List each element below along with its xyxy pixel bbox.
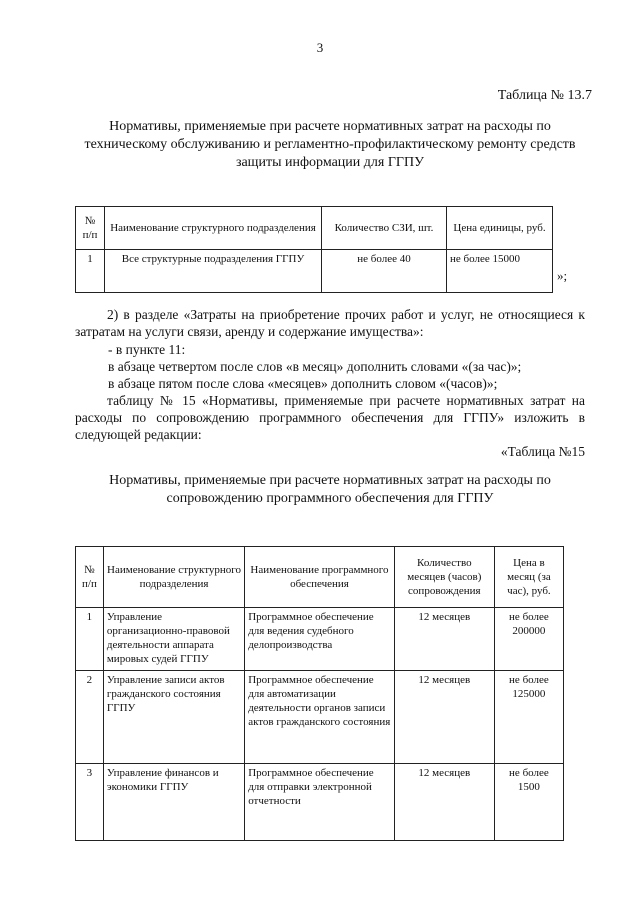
table-header-row xyxy=(76,547,564,608)
table-row xyxy=(76,764,564,841)
table-cell: Программное обеспечение для отправки электронной отчетности xyxy=(245,764,395,841)
table-cell: 3 xyxy=(76,764,104,841)
table-2-heading: Нормативы, применяемые при расчете нормативных затрат на расходы по сопровождению программного обеспечения для ГГПУ xyxy=(109,473,551,506)
header-cell: Цена в месяц (за час), руб. xyxy=(494,547,563,608)
table-cell: Управление записи актов гражданского состояния ГГПУ xyxy=(103,671,244,764)
table-cell: 1 xyxy=(76,250,105,293)
amendment-paragraph: в абзаце четвертом после слов «в месяц» дополнить словами «(за час)»; xyxy=(108,359,522,374)
table-cell: не более 40 xyxy=(322,250,447,293)
table-cell: не более 200000 xyxy=(494,608,563,671)
table-cell: 12 месяцев xyxy=(394,671,494,764)
header-cell: Наименование программного обеспечения xyxy=(245,547,395,608)
amendment-paragraph: в абзаце пятом после слова «месяцев» дополнить словом «(часов)»; xyxy=(108,376,498,391)
table-row xyxy=(76,608,564,671)
table-1-heading: Нормативы, применяемые при расчете нормативных затрат на расходы по техническому обслуживанию и регламентно-профилактическому ремонту средств защиты информации для ГГПУ xyxy=(84,119,576,170)
table-cell: не более 125000 xyxy=(494,671,563,764)
page-number: 3 xyxy=(316,40,324,55)
table-cell: Программное обеспечение для автоматизации деятельности органов записи актов гражданского состояния xyxy=(245,671,395,764)
header-cell: Количество СЗИ, шт. xyxy=(322,207,447,250)
table-cell: Управление финансов и экономики ГГПУ xyxy=(103,764,244,841)
table-cell: 2 xyxy=(76,671,104,764)
software-support-table xyxy=(75,546,564,841)
table-cell: 12 месяцев xyxy=(394,608,494,671)
header-cell: Наименование структурного подразделения xyxy=(103,547,244,608)
header-cell: Цена единицы, руб. xyxy=(447,207,553,250)
table-row xyxy=(76,250,553,293)
table-header-row xyxy=(76,207,553,250)
amendment-paragraph: - в пункте 11: xyxy=(108,342,186,357)
srz-maintenance-table xyxy=(75,206,553,293)
header-cell: № п/п xyxy=(76,207,105,250)
table-cell: Все структурные подразделения ГГПУ xyxy=(105,250,322,293)
table-cell: Управление организационно-правовой деятельности аппарата мировых судей ГГПУ xyxy=(103,608,244,671)
header-cell: Количество месяцев (часов) сопровождения xyxy=(394,547,494,608)
table-cell: не более 15000 xyxy=(447,250,553,293)
table-row xyxy=(76,671,564,764)
header-cell: Наименование структурного подразделения xyxy=(105,207,322,250)
amendment-paragraph: таблицу № 15 «Нормативы, применяемые при расчете нормативных затрат на расходы по сопровождению программного обеспечения для ГГПУ» изложить в следующей редакции: xyxy=(75,393,585,442)
table-cell: 12 месяцев xyxy=(394,764,494,841)
table-reference-15: «Таблица №15 xyxy=(500,444,585,459)
table-cell: Программное обеспечение для ведения судебного делопроизводства xyxy=(245,608,395,671)
table-cell: 1 xyxy=(76,608,104,671)
closing-quote: »; xyxy=(557,268,568,283)
table-reference-13-7: Таблица № 13.7 xyxy=(497,88,592,103)
header-cell: № п/п xyxy=(76,547,104,608)
amendment-paragraph: 2) в разделе «Затраты на приобретение прочих работ и услуг, не относящиеся к затратам на услуги связи, аренду и содержание имущества»: xyxy=(75,307,585,339)
table-cell: не более 1500 xyxy=(494,764,563,841)
